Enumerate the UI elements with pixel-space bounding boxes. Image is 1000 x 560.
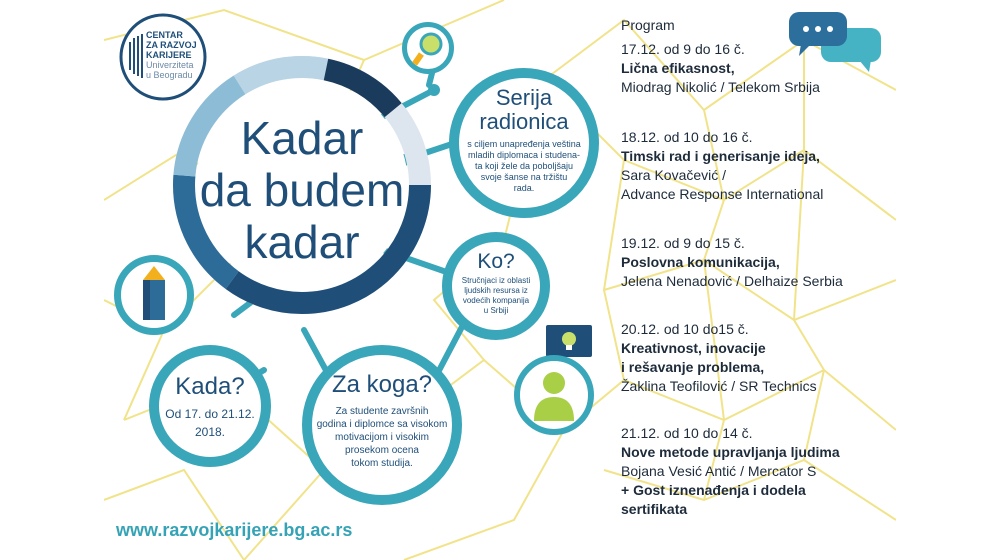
program-event-3 xyxy=(621,234,891,291)
event-topic: Poslovna komunikacija, xyxy=(621,254,780,270)
event-date: 20.12. od 10 do15 č. xyxy=(621,321,749,337)
event-extra: + Gost iznenađenja i dodela xyxy=(621,482,806,498)
event-date: 17.12. od 9 do 16 č. xyxy=(621,41,745,57)
event-topic: Kreativnost, inovacije xyxy=(621,340,766,356)
serija-circle xyxy=(449,68,599,218)
kada-circle xyxy=(149,345,271,467)
zakoga-circle xyxy=(302,345,462,505)
event-topic: Timski rad i generisanje ideja, xyxy=(621,148,820,164)
website-link[interactable]: www.razvojkarijere.bg.ac.rs xyxy=(116,520,353,540)
event-topic: Nove metode upravljanja ljudima xyxy=(621,444,840,460)
event-date: 18.12. od 10 do 16 č. xyxy=(621,129,753,145)
program-heading: Program xyxy=(621,17,675,33)
event-speaker: Jelena Nenadović / Delhaize Serbia xyxy=(621,273,843,289)
kada-heading: Kada? xyxy=(175,373,245,400)
event-speaker: Advance Response International xyxy=(621,186,824,202)
kada-text: Od 17. do 21.12. 2018. xyxy=(165,407,255,439)
logo-text: CENTAR ZA RAZVOJ KARIJERE Univerziteta u Beogradu xyxy=(146,30,197,80)
poster xyxy=(104,0,896,560)
ko-text: Stručnjaci iz oblasti ljudskih resursa iz vodećih kompanija u Srbiji xyxy=(461,276,531,315)
zakoga-text: Za studente završnih godina i diplomce sa visokom motivacijom i visokim prosekom ocena tokom studija. xyxy=(316,406,448,469)
magnifier-icon xyxy=(407,27,449,69)
event-topic: i rešavanje problema, xyxy=(621,359,765,375)
event-topic: Lična efikasnost, xyxy=(621,60,735,76)
program-event-4 xyxy=(621,320,891,396)
event-extra: sertifikata xyxy=(621,501,688,517)
program-event-5 xyxy=(621,424,891,519)
serija-text: s ciljem unapređenja veština mladih diplomaca i studena- ta koji žele da poboljšaju svoje šanse na tržištu rada. xyxy=(467,139,581,193)
event-speaker: Sara Kovačević / xyxy=(621,167,727,183)
pencil-icon xyxy=(121,262,187,328)
serija-heading: Serija radionica xyxy=(479,85,569,134)
magnifier-badge xyxy=(402,22,454,74)
main-title: Kadar da budem kadar xyxy=(199,112,405,268)
pencil-badge xyxy=(114,255,194,335)
event-date: 21.12. od 10 do 14 č. xyxy=(621,425,753,441)
ko-heading: Ko? xyxy=(477,250,515,273)
event-speaker: Žaklina Teofilović / SR Technics xyxy=(621,378,817,394)
person-badge xyxy=(514,355,594,435)
event-date: 19.12. od 9 do 15 č. xyxy=(621,235,745,251)
zakoga-heading: Za koga? xyxy=(331,371,433,398)
program-event-1 xyxy=(621,40,891,97)
program-event-2 xyxy=(621,128,891,204)
event-speaker: Miodrag Nikolić / Telekom Srbija xyxy=(621,79,820,95)
person-icon xyxy=(520,361,588,429)
ko-circle xyxy=(442,232,550,340)
event-speaker: Bojana Vesić Antić / Mercator S xyxy=(621,463,817,479)
